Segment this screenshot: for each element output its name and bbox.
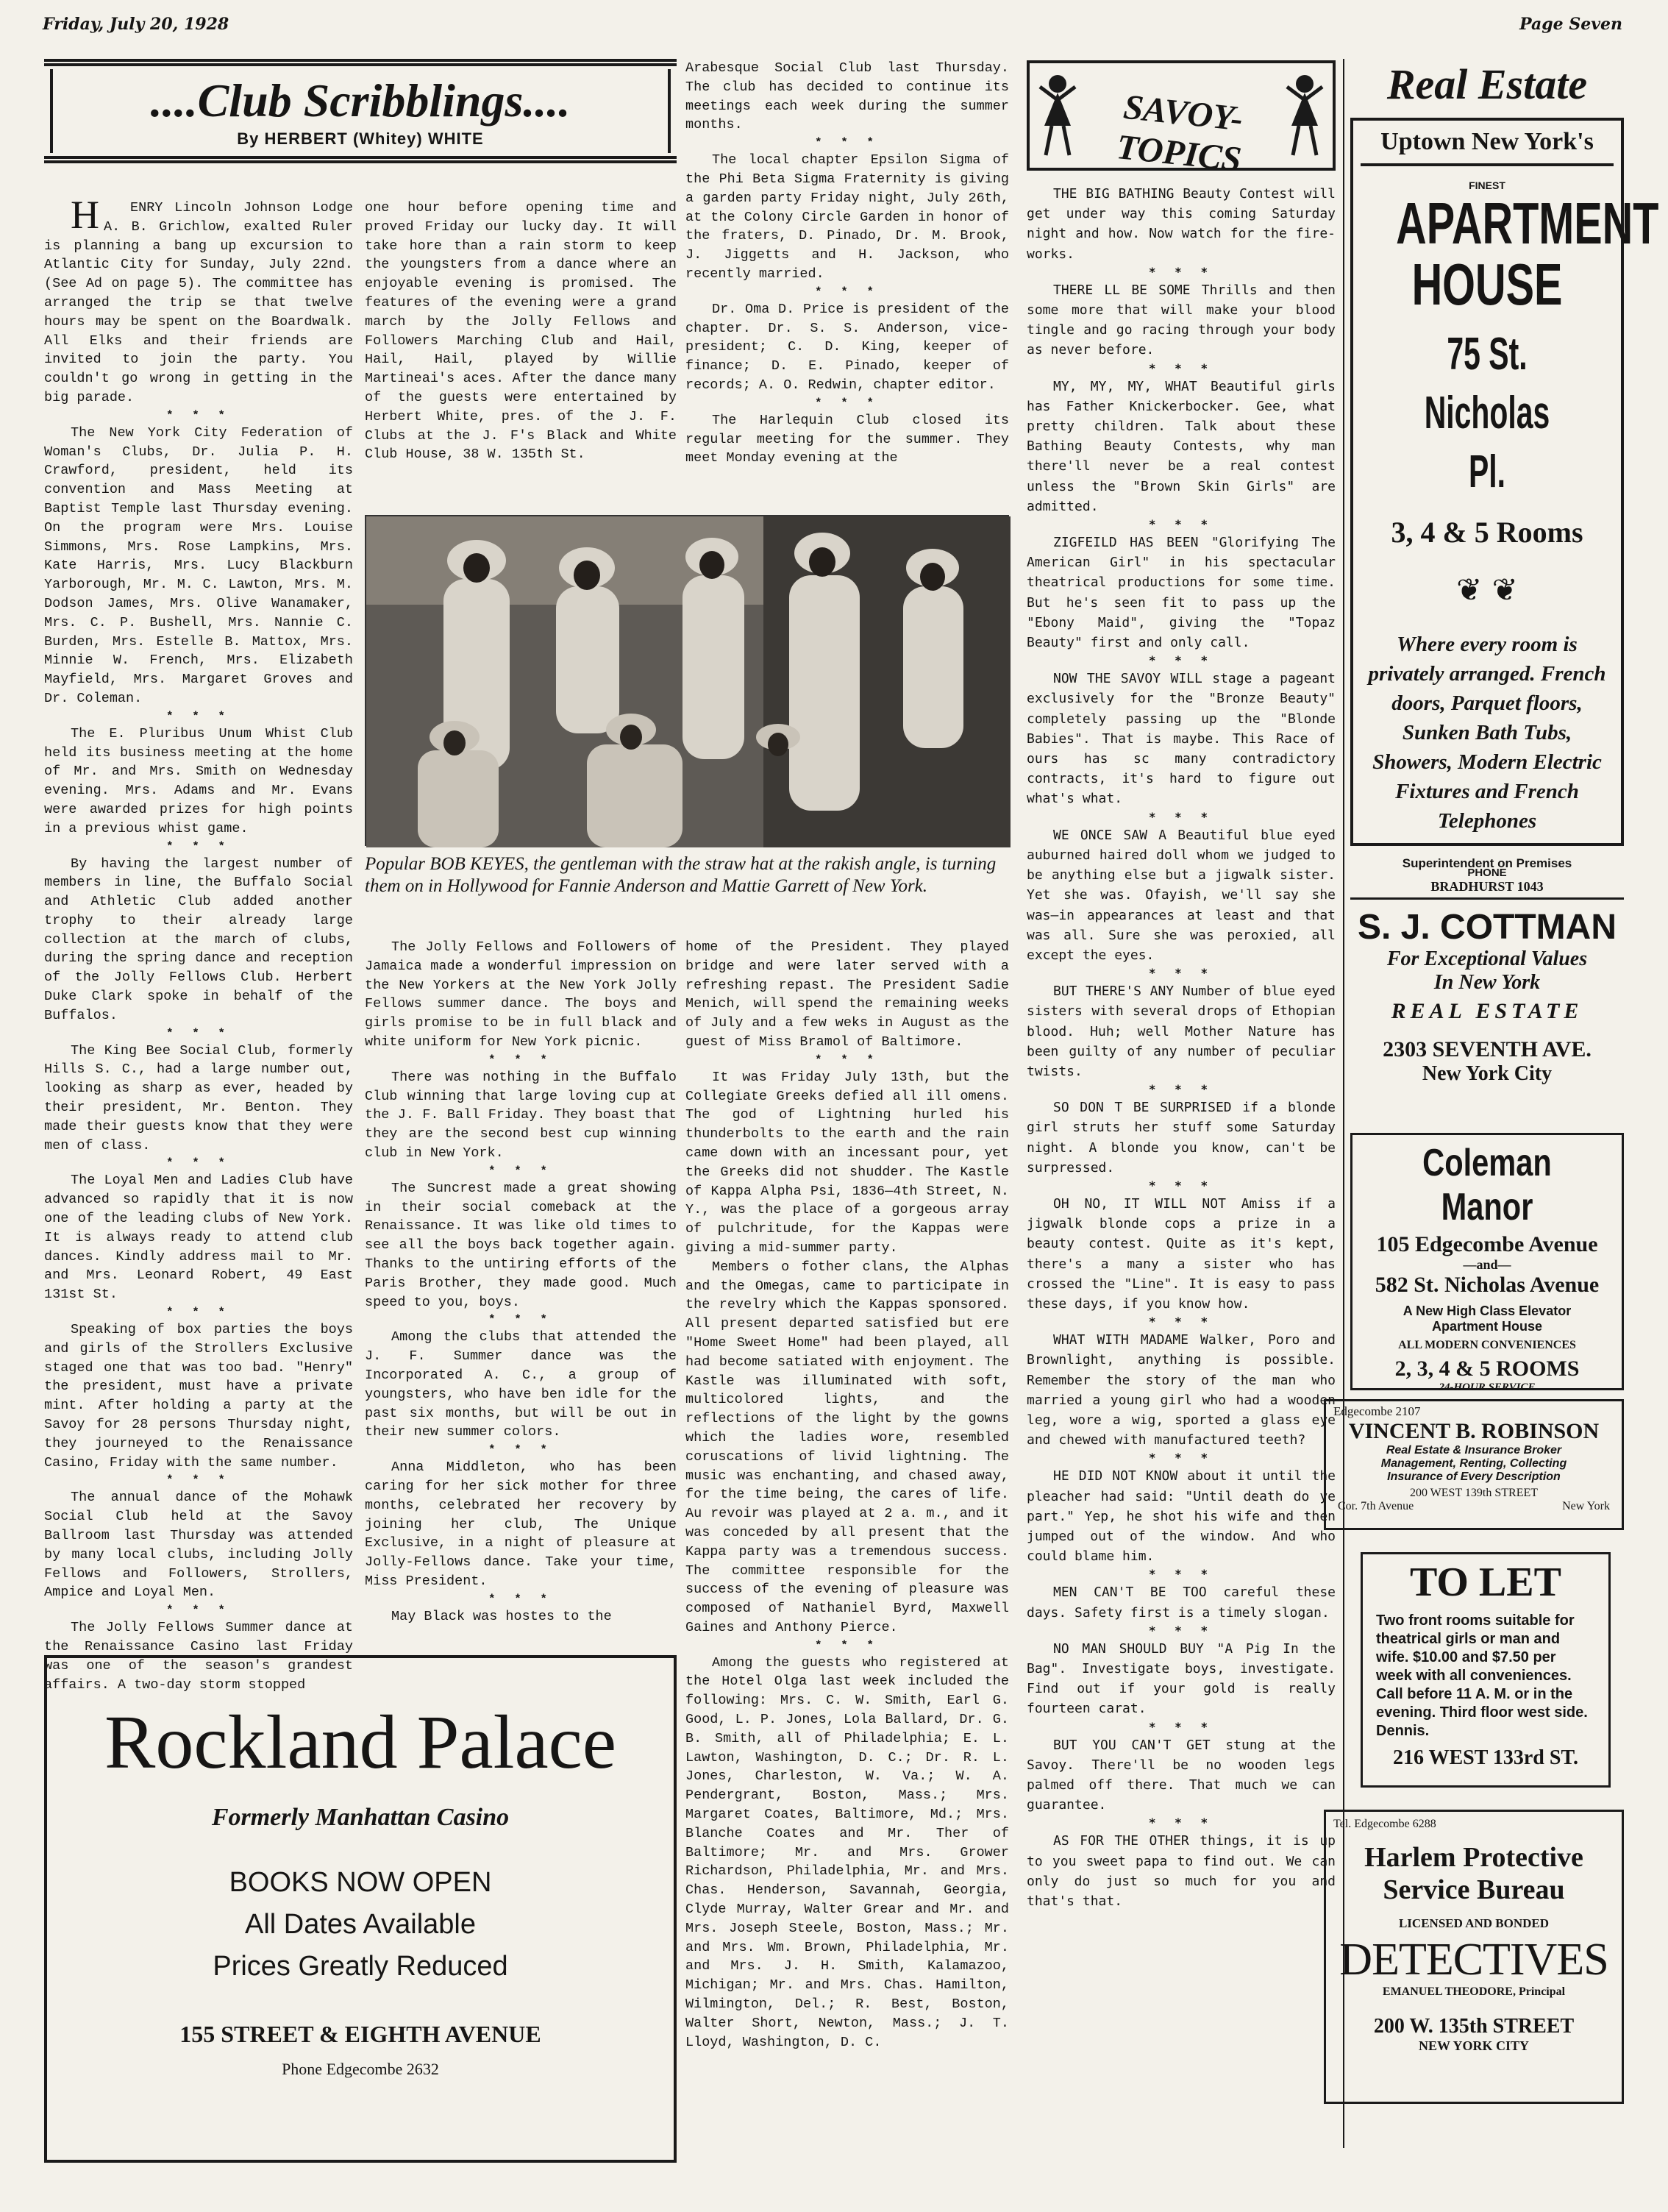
photo-caption: Popular BOB KEYES, the gentleman with the straw hat at the rakish angle, is turning them on in Hollywood for Fannie Anderson and Mattie Garrett of New York. (365, 854, 997, 896)
group-photo (365, 515, 1009, 846)
coleman-line-3: ALL MODERN CONVENIENCES (1398, 1339, 1576, 1351)
article-paragraph: There was nothing in the Buffalo Club winning that large loving cup at the J. F. Ball Friday. They boast that they are the second best cup winning club in New York. (365, 1069, 677, 1161)
club-column-2-top (365, 199, 677, 508)
cottman-line-1: For Exceptional Values (1386, 947, 1588, 970)
article-paragraph: The New York City Federation of Woman's Clubs, Dr. Julia P. H. Crawford, president, held its convention and Mass Meeting at Baptist Temple last Thursday evening. On the program were Mrs. Louise Simmons, Mrs. Rose Lampkins, Mrs. Kate Harris, Mrs. Lucy Blackburn Yarborough, Mr. M. C. Lawton, Mrs. M. Dodson James, Mrs. Olive Wanamaker, Mrs. C. P. Bushell, Mrs. Nannie C. Burden, Mrs. Estelle B. Mattox, Mrs. Minnie W. French, Mrs. Elizabeth Mayfield, Mrs. Margaret Groves and Dr. Coleman. (44, 424, 353, 706)
cottman-phone: BRADHURST 1043 (1350, 879, 1624, 900)
page-number: Page Seven (1519, 15, 1622, 34)
to-let-address: 216 WEST 133rd ST. (1392, 1746, 1579, 1769)
ad-description: Where every room is privately arranged. French doors, Parquet floors, Sunken Bath Tubs, Showers, Modern Electric Fixtures and French Telephones (1368, 633, 1606, 833)
article-paragraph: Anna Middleton, who has been caring for her sick mother for three months, celebrated her recovery by joining her club, The Unique Exclusive, in a night of pleasure at Jolly-Fellows dance. Take your time, Miss President. (365, 1459, 677, 1589)
ornament-rule-bottom (44, 156, 677, 163)
coleman-address-1: 105 Edgecombe Avenue (1376, 1232, 1598, 1256)
dancer-figure-icon (1283, 71, 1327, 159)
rockland-title: Rockland Palace (104, 1700, 616, 1785)
robinson-corner: Cor. 7th Avenue (1338, 1500, 1414, 1512)
robinson-ad (1324, 1399, 1624, 1530)
column-title: ....Club Scribblings.... (150, 74, 571, 127)
rockland-line-1: BOOKS NOW OPEN (229, 1867, 492, 1898)
article-paragraph: The Suncrest made a great showing in their social comeback at the Renaissance. It was like old times to see all the boys back together again. Thanks to the untiring efforts of the Paris Brother, they made good. Much speed to you, boys. (365, 1180, 677, 1310)
article-paragraph: Among the clubs that attended the J. F. Summer dance was the Incorporated A. C., a group of youngsters, who have ben idle for the past six months, but will be out in their new summer colors. (365, 1329, 677, 1440)
savoy-paragraph: BUT THERE'S ANY Number of blue eyed sisters with several drops of Ethopian blood. Huh; well Mother Nature has been guilty of any number of peculiar twists. (1027, 984, 1336, 1079)
savoy-paragraph: NOW THE SAVOY WILL stage a pageant exclusively for the "Bronze Beauty" completely passing up the "Blonde Babies". That is maybe. This Race of ours has sc many contradictory contracts, it's hard to figure out what's what. (1027, 671, 1336, 807)
coleman-rooms: 2, 3, 4 & 5 ROOMS (1394, 1356, 1580, 1381)
phone-label: PHONE (1467, 867, 1507, 879)
savoy-paragraph: THE BIG BATHING Beauty Contest will get under way this coming Saturday night and how. Now watch for the fire-works. (1027, 186, 1336, 262)
robinson-line-3: Insurance of Every Description (1387, 1470, 1561, 1483)
detectives-big: DETECTIVES (1339, 1935, 1608, 1985)
rockland-address: 155 STREET & EIGHTH AVENUE (179, 2021, 541, 2047)
article-paragraph: The Jolly Fellows Summer dance at the Renaissance Casino last Friday was one of the season's grandest affairs. A two-day storm stopped (44, 1620, 353, 1693)
real-estate-header: Real Estate (1386, 60, 1588, 108)
article-paragraph: The annual dance of the Mohawk Social Club held at the Savoy Ballroom last Thursday was attended by many local clubs, including Jolly Fellows and Followers, Strollers, Ampice and Loyal Men. (44, 1490, 353, 1601)
to-let-ad (1361, 1552, 1611, 1788)
ad-house: HOUSE (1411, 252, 1563, 317)
to-let-title: TO LET (1410, 1560, 1561, 1605)
club-column-1: HENRY Lincoln Johnson Lodge A. B. Grichlow, exalted Ruler is planning a bang up excursion to Atlantic City for Sunday, July 22nd. (See Ad on page 5). The committee has arranged the trip se that twelve hours may be spent on the Boardwalk. All Elks and their friends are invited to join the party. You couldn't go wrong in getting in the big parade. * * * The New York City Federation of Woman's Clubs, Dr. Julia P. H. Crawford, president, held its convention and Mass Meeting at Baptist Temple last Thursday evening. On the program were Mrs. Louise Simmons, Mrs. Rose Lampkins, Mrs. Kate Harris, Mrs. Lucy Blackburn Yarborough, Mr. M. C. Lawton, Mrs. M. Dodson James, Mrs. Olive Wanamaker, Mrs. C. P. Bushell, Mrs. Nannie C. Burden, Mrs. Estelle B. Mattox, Mrs. Minnie W. French, Mrs. Elizabeth Mayfield, Mrs. Margaret Groves and Dr. Coleman. * * * The E. Pluribus Unum Whist Club held its business meeting at the home of Mr. and Mrs. Smith on Wednesday evening. Mrs. Adams and Mr. Evans were awarded prizes for high points in a previous whist game. * * * By having the largest number of members in line, the Buffalo Social and Athletic Club added another trophy to their already large collection at the march of clubs, during the spring dance and reception of the Jolly Fellows Club. Herbert Duke Clark spoke in behalf of the Buffalos. * * * The King Bee Social Club, formerly Hills S. C., had a large number out, looking as sharp as ever, headed by their president, Mr. Benton. They made their guests know that they were men of class. * * * The Loyal Men and Ladies Club have advanced so rapidly that it is now one of the leading clubs of New York. It is always ready to attend club dances. Kindly address mail to Mr. and Mrs. Leonard Robert, 49 East 131st St. * * * Speaking of box parties the boys and girls of the Strollers Exclusive staged one that was too bad. "Henry" the president, must have a private mint. After holding a party at the Savoy for 28 persons Thursday night, they journeyed to the Renaissance Casino, Friday with the same number. * * * The annual dance of the Mohawk Social Club held at the Savoy Ballroom last Thursday was attended by many local clubs, including Jolly Fellows and Followers, Strollers, Ampice and Loyal Men. * * * The Jolly Fellows Summer dance at the Renaissance Casino last Friday was one of the season's grandest affairs. A two-day storm stopped (44, 199, 353, 1648)
cottman-line-3: REAL ESTATE (1391, 999, 1583, 1023)
article-paragraph: The Loyal Men and Ladies Club have advanced so rapidly that it is now one of the leading clubs of New York. It is always ready to attend club dances. Kindly address mail to Mr. and Mrs. Leonard Robert, 49 East 131st St. (44, 1173, 353, 1303)
article-paragraph: Arabesque Social Club last Thursday. The club has decided to continue its meetings each week during the summer months. (685, 60, 1009, 133)
coleman-service: 24-HOUR SERVICE (1439, 1381, 1536, 1393)
detectives-tel: Tel. Edgecombe 6288 (1333, 1818, 1436, 1830)
article-paragraph: one hour before opening time and proved Friday our lucky day. It will take hore than a rain storm to keep the youngsters from a dance where an enjoyable evening is promised. The features of the evening were a grand march by the Jolly Fellows and Followers Marching Club and Hail, Hail, Hail, played by Willie Martineai's aces. After the dance many of the guests were entertained by Herbert White, pres. of the J. F. Clubs at the J. F's Black and White Club House, 38 W. 135th St. (365, 200, 677, 463)
robinson-address: 200 WEST 139th STREET (1409, 1487, 1539, 1499)
savoy-paragraph: MY, MY, MY, WHAT Beautiful girls has Father Knickerbocker. Gee, what pretty children. Talk about these Bathing Beauty Contests, why man there'll never be a real contest unless the "Brown Skin Girls" are admitted. (1027, 378, 1336, 514)
article-paragraph: Speaking of box parties the boys and girls of the Strollers Exclusive staged one that was too bad. "Henry" the president, must have a private mint. After holding a party at the Savoy for 28 persons Thursday night, they journeyed to the Renaissance Casino, Friday with the same number. (44, 1322, 353, 1470)
real-estate-ad (1350, 59, 1659, 870)
savoy-topics-logo (1027, 60, 1336, 179)
apartment-box (1350, 118, 1659, 870)
detectives-licensed: LICENSED AND BONDED (1398, 1916, 1550, 1930)
savoy-paragraph: NO MAN SHOULD BUY "A Pig In the Bag". Investigate boys, investigate. Find out if your gold is really fourteen carat. (1027, 1640, 1336, 1717)
rockland-line-3: Prices Greatly Reduced (213, 1951, 508, 1982)
dancer-figure-icon (1036, 71, 1080, 159)
robinson-line-1: Real Estate & Insurance Broker (1386, 1444, 1562, 1457)
article-paragraph: Members o fother clans, the Alphas and the Omegas, came to participate in the revelry which the Kappas sponsored. All present departed satisfied but ere "Home Sweet Home" had been played, all had become satiated with enjoyment. The Kastle was illuminated with soft, multicolored lights, and the reflections of the light by the gowns which the ladies wore, resembled coruscations of livid lightning. The music was enchanting, and chased away, for the time being, the cares of life. Au revoir was played at 2 a. m., and it was conceded by all present that the Kappa party was a tremendous success. The committee responsible for the success of the evening of pleasure was composed of Nathaniel Byrd, Maxwell Gaines and Anthony Pierce. (685, 1259, 1009, 1635)
savoy-paragraph: THERE LL BE SOME Thrills and then some more that will make your blood tingle and go racing through your body as never before. (1027, 282, 1336, 358)
photo-figures (366, 516, 1011, 847)
savoy-paragraph: ZIGFEILD HAS BEEN "Glorifying The American Girl" in his spectacular theatrical productions for some time. But he's seen fit to pass up the "Ebony Maid", giving the "Topaz Beauty" first and only call. (1027, 535, 1336, 651)
cottman-city: New York City (1422, 1062, 1553, 1085)
article-paragraph: The local chapter Epsilon Sigma of the Phi Beta Sigma Fraternity is giving a garden party Friday night, July 26th, at the Colony Circle Garden in honor of the fraters, D. Pinado, Dr. M. Brook, J. Jiggetts and H. Jackson, who recently married. (685, 152, 1009, 282)
ornament-rule-top (44, 59, 677, 66)
savoy-column: THE BIG BATHING Beauty Contest will get under way this coming Saturday night and how. Now watch for the fire-works. * * * THERE LL BE SOME Thrills and then some more that will make your blood tingle and go racing through your body as never before. * * * MY, MY, MY, WHAT Beautiful girls has Father Knickerbocker. Gee, what pretty children. Talk about these Bathing Beauty Contests, why man there'll never be a real contest unless the "Brown Skin Girls" are admitted. * * * ZIGFEILD HAS BEEN "Glorifying The American Girl" in his spectacular theatrical productions for some time. But he's seen fit to pass up the "Ebony Maid", giving the "Topaz Beauty" first and only call. * * * NOW THE SAVOY WILL stage a pageant exclusively for the "Bronze Beauty" completely passing up the "Blonde Babies". That is maybe. This Race of ours has sc many contradictory contracts, it's hard to figure out what's what. * * * WE ONCE SAW A Beautiful blue eyed auburned haired doll whom we judged to be anything else but a jigwalk sister. Yet she was. Ofayish, we'll say she was—in appearances at least and that was all. Sure she was peroxied, all except the eyes. * * * BUT THERE'S ANY Number of blue eyed sisters with several drops of Ethopian blood. Huh; well Mother Nature has been guilty of any number of peculiar twists. * * * SO DON T BE SURPRISED if a blonde girl struts her stuff some Saturday night. A blonde you know, can't be surpressed. * * * OH NO, IT WILL NOT Amiss if a jigwalk blonde cops a prize in a beauty contest. Quite as it's kept, there's a many a sister who has crossed the "Line". It is easy to pass these days, if you know how. * * * WHAT WITH MADAME Walker, Poro and Brownlight, anything is possible. Remember the story of the man who married a young girl who had a wooden leg, wore a wig, sported a glass eye and chewed with manufactured teeth? * * * HE DID NOT KNOW about it until the pleacher had said: "Until death do ye part." Yep, he shot his wife and then jumped out of the window. And who could blame him. * * * MEN CAN'T BE TOO careful these days. Safety first is a timely slogan. * * * NO MAN SHOULD BUY "A Pig In the Bag". Investigate boys, investigate. Find out if your gold is really fourteen carat. * * * BUT YOU CAN'T GET stung at the Savoy. There'll be no wooden legs palmed off there. That much we can guarantee. * * * AS FOR THE OTHER things, it is up to you sweet papa to find out. We can only do just so much for you and that's that. (1027, 184, 1336, 2144)
rockland-line-2: All Dates Available (244, 1909, 477, 1940)
robinson-name: VINCENT B. ROBINSON (1348, 1419, 1600, 1443)
cottman-address: 2303 SEVENTH AVE. (1383, 1037, 1592, 1061)
rockland-palace-ad (44, 1655, 677, 2163)
ad-address: 75 St. Nicholas Pl. (1424, 329, 1550, 497)
ad-rooms: 3, 4 & 5 Rooms (1391, 516, 1583, 549)
savoy-paragraph: BUT YOU CAN'T GET stung at the Savoy. There'll be no wooden legs palmed off there. That much we can guarantee. (1027, 1737, 1336, 1813)
savoy-paragraph: OH NO, IT WILL NOT Amiss if a jigwalk blonde cops a prize in a beauty contest. Quite as it's kept, there's a many a sister who has crossed the "Line". It is easy to pass these days, if you know how. (1027, 1195, 1336, 1312)
detectives-line-1: Harlem Protective (1364, 1842, 1583, 1873)
rockland-phone: Phone Edgecombe 2632 (282, 2060, 439, 2078)
column-head (44, 59, 677, 163)
column-byline: By HERBERT (Whitey) WHITE (237, 129, 484, 148)
article-paragraph: Dr. Oma D. Price is president of the chapter. Dr. S. S. Anderson, vice-president; C. D. King, keeper of finance; D. E. Pinado, keeper of records; A. O. Redwin, chapter editor. (685, 301, 1009, 393)
to-let-text: Two front rooms suitable for theatrical girls or man and wife. $10.00 and $7.50 per week with all conveniences. Call before 11 A. M. or in the evening. Third floor west side. Dennis. (1376, 1612, 1588, 1739)
savoy-paragraph: SO DON T BE SURPRISED if a blonde girl struts her stuff some Saturday night. A blonde you know, can't be surpressed. (1027, 1100, 1336, 1176)
club-column-3-top: Arabesque Social Club last Thursday. The club has decided to continue its meetings each week during the summer months. * * * The local chapter Epsilon Sigma of the Phi Beta Sigma Fraternity is giving a garden party Friday night, July 26th, at the Colony Circle Garden in honor of the fraters, D. Pinado, Dr. M. Brook, J. Jiggetts and H. Jackson, who recently married. * * * Dr. Oma D. Price is president of the chapter. Dr. S. S. Anderson, vice-president; C. D. King, keeper of finance; D. E. Pinado, keeper of records; A. O. Redwin, chapter editor. * * * The Harlequin Club closed its regular meeting for the summer. They meet Monday evening at the (685, 59, 1009, 508)
savoy-paragraph: AS FOR THE OTHER things, it is up to you sweet papa to find out. We can only do just so much for you and that's that. (1027, 1833, 1336, 1910)
robinson-line-2: Management, Renting, Collecting (1380, 1457, 1567, 1470)
robinson-phone: Edgecombe 2107 (1333, 1404, 1421, 1418)
savoy-paragraph: MEN CAN'T BE TOO careful these days. Safety first is a timely slogan. (1027, 1585, 1336, 1621)
coleman-line-2: Apartment House (1431, 1319, 1543, 1334)
coleman-manor-ad (1350, 1133, 1624, 1393)
article-paragraph: May Black was hostes to the (391, 1608, 612, 1624)
page-date: Friday, July 20, 1928 (43, 15, 229, 34)
savoy-logo-text: SAVOY-TOPICS (1114, 87, 1245, 179)
ornament-icon: ❦ ❦ (1456, 572, 1518, 608)
cottman-line-2: In New York (1433, 971, 1541, 994)
club-column-2-bottom: The Jolly Fellows and Followers of Jamaica made a wonderful impression on the New Yorkers at the New York Jolly Fellows summer dance. The boys and girls promise to be in full black and white uniform for New York picnic. * * * There was nothing in the Buffalo Club winning that large loving cup at the J. F. Ball Friday. They boast that they are the second best cup winning club in New York. * * * The Suncrest made a great showing in their social comeback at the Renaissance. It was like old times to see all the boys back together again. Thanks to the untiring efforts of the Paris Brother, they made good. Much speed to you, boys. * * * Among the clubs that attended the J. F. Summer dance was the Incorporated A. C., a group of youngsters, who have ben idle for the past six months, but will be out in their new summer colors. * * * Anna Middleton, who has been caring for her sick mother for three months, celebrated her recovery by joining her club, The Unique Exclusive, in a night of pleasure at Jolly-Fellows dance. Take your time, Miss President. * * * May Black was hostes to the (365, 938, 677, 1648)
article-paragraph: The Jolly Fellows and Followers of Jamaica made a wonderful impression on the New Yorkers at the New York Jolly Fellows summer dance. The boys and girls promise to be in full black and white uniform for New York picnic. (365, 939, 677, 1050)
detectives-line-2: Service Bureau (1383, 1874, 1565, 1905)
savoy-paragraph: HE DID NOT KNOW about it until the pleacher had said: "Until death do ye part." Yep, he shot his wife and then jumped out of the window. And who could blame him. (1027, 1468, 1336, 1565)
ad-finest: FINEST (1469, 179, 1505, 191)
article-paragraph: By having the largest number of members in line, the Buffalo Social and Athletic Club added another trophy to their already large collection at the march of clubs, during the spring dance and reception of the Jolly Fellows Club. Herbert Duke Clark spoke in behalf of the Buffalos. (44, 856, 353, 1023)
coleman-name: Coleman Manor (1422, 1142, 1552, 1228)
ad-superintendent: Superintendent on Premises (1402, 856, 1572, 870)
robinson-city: New York (1562, 1500, 1610, 1512)
detectives-city: NEW YORK CITY (1418, 2038, 1530, 2053)
rockland-formerly: Formerly Manhattan Casino (211, 1804, 510, 1831)
article-paragraph: The King Bee Social Club, formerly Hills S. C., had a large number out, looking as sharp as ever, headed by their president, Mr. Benton. They made their guests know that they were men of class. (44, 1042, 353, 1153)
cottman-name: S. J. COTTMAN (1357, 908, 1617, 947)
article-paragraph: home of the President. They played bridge and were later served with a refreshing repast. The President Sadie Menich, will spend the remaining weeks of July and a few weks in August as the guest of Miss Bramol of Baltimore. (685, 939, 1009, 1050)
cottman-ad (1350, 867, 1624, 1109)
ad-subheading: Uptown New York's (1361, 128, 1614, 166)
article-paragraph: HENRY Lincoln Johnson Lodge A. B. Grichlow, exalted Ruler is planning a bang up excursion to Atlantic City for Sunday, July 22nd. (See Ad on page 5). The committee has arranged the trip se that twelve hours may be spent on the Boardwalk. All Elks and their friends are invited to join the party. You couldn't go wrong in getting in the big parade. (44, 193, 353, 405)
article-paragraph: It was Friday July 13th, but the Collegiate Greeks defied all ill omens. The god of Lightning hurled his thunderbolts to the earth and the rain came down with an incessant pour, yet the Greeks did not shudder. The Kastle of Kappa Alpha Psi, 1836—4th Street, N. Y., was the place of a gorgeous array of pulchritude, for the Kappas were giving a mid-summer party. (685, 1069, 1009, 1256)
savoy-paragraph: WE ONCE SAW A Beautiful blue eyed auburned haired doll whom we judged to be anything else but a jigwalk sister. Yet she was. Ofayish, we'll say she was—in appearances at least and that was all. Sure she was peroxied, all except the eyes. (1027, 827, 1336, 963)
detectives-principal: EMANUEL THEODORE, Principal (1382, 1985, 1566, 1998)
coleman-and: —and— (1463, 1257, 1511, 1272)
detectives-address: 200 W. 135th STREET (1373, 2015, 1575, 2038)
detectives-ad (1324, 1810, 1624, 2104)
coleman-line-1: A New High Class Elevator (1403, 1304, 1572, 1318)
club-column-3-bottom: home of the President. They played bridge and were later served with a refreshing repast. The President Sadie Menich, will spend the remaining weeks of July and a few weks in August as the guest of Miss Bramol of Baltimore. * * * It was Friday July 13th, but the Collegiate Greeks defied all ill omens. The god of Lightning hurled his thunderbolts to the earth and the rain came down with an incessant pour, yet the Greeks did not shudder. The Kastle of Kappa Alpha Psi, 1836—4th Street, N. Y., was the place of a gorgeous array of pulchritude, for the Kappas were giving a mid-summer party. Members o fother clans, the Alphas and the Omegas, came to participate in the revelry which the Kappas sponsored. All present departed satisfied but ere "Home Sweet Home" had been played, all had become satiated with enjoyment. The Kastle was illuminated with soft, multicolored lights, and the reflections of the light by the gowns which the ladies wore, resembled coruscations of livid lightning. The music was enchanting, and chased away, for the time being, the cares of life. Au revoir was played at 2 a. m., and it was conceded by all present that the Kappa party was a tremendous success. The committee responsible for the success of the evening of pleasure was composed of Nathaniel Byrd, Maxwell Gaines and Anthony Pierce. * * * Among the guests who registered at the Hotel Olga last week included the following: Mrs. C. W. Smith, Earl G. Good, L. P. Jones, Lola Ballard, Dr. G. B. Smith, all of Philadelphia; E. L. Lawton, Washington, D. C.; Dr. R. L. Jones, Charleston, W. Va.; W. A. Pendergrant, Boston, Mass.; Mrs. Margaret Coates, Baltimore, Md.; Mrs. Blanche Coates and Mr. Ther of Baltimore; Mr. and Mrs. Grower Richardson, Philadelphia, Mr. and Mrs. Chas. Henderson, Savannah, Georgia, Clyde Murray, Walter Grear and Mr. and Mrs. Joseph Steele, Boston, Mass.; Mr. and Mrs. Wm. Brown, Philadelphia, Mr. and Mrs. J. H. Smith, Kalamazoo, Michigan; Mr. and Mrs. Chas. Hamilton, Wilmington, Del.; R. Best, Boston, Walter Short, Newton, Mass.; J. T. Lloyd, Washington, D. C. (685, 938, 1009, 2144)
article-paragraph: Among the guests who registered at the Hotel Olga last week included the following: Mrs. C. W. Smith, Earl G. Good, L. P. Jones, Lola Ballard, Dr. G. B. Smith, all of Philadelphia; E. L. Lawton, Washington, D. C.; Dr. R. L. Jones, Charleston, W. Va.; W. A. Pendergrant, Boston, Mass.; Mrs. Margaret Coates, Baltimore, Md.; Mrs. Blanche Coates and Mr. Ther of Baltimore; Mr. and Mrs. Grower Richardson, Philadelphia, Mr. and Mrs. Chas. Henderson, Savannah, Georgia, Clyde Murray, Walter Grear and Mr. and Mrs. Joseph Steele, Boston, Mass.; Mr. and Mrs. Wm. Brown, Philadelphia, Mr. and Mrs. J. H. Smith, Kalamazoo, Michigan; Mr. and Mrs. Chas. Hamilton, Wilmington, Del.; R. Best, Boston, Walter Short, Newton, Mass.; J. T. Lloyd, Washington, D. C. (685, 1654, 1009, 2050)
article-paragraph: The Harlequin Club closed its regular meeting for the summer. They meet Monday evening at the (685, 412, 1009, 466)
article-paragraph: The E. Pluribus Unum Whist Club held its business meeting at the home of Mr. and Mrs. Smith on Wednesday evening. Mrs. Adams and Mr. Evans were awarded prizes for high points in a previous whist game. (44, 725, 353, 836)
ad-apartment: APARTMENT (1396, 191, 1659, 256)
savoy-paragraph: WHAT WITH MADAME Walker, Poro and Brownlight, anything is possible. Remember the story of the man who married a young girl who had a wooden leg, wore a wig, sported a glass eye and chewed with manufactured teeth? (1027, 1332, 1336, 1448)
coleman-address-2: 582 St. Nicholas Avenue (1375, 1273, 1600, 1297)
